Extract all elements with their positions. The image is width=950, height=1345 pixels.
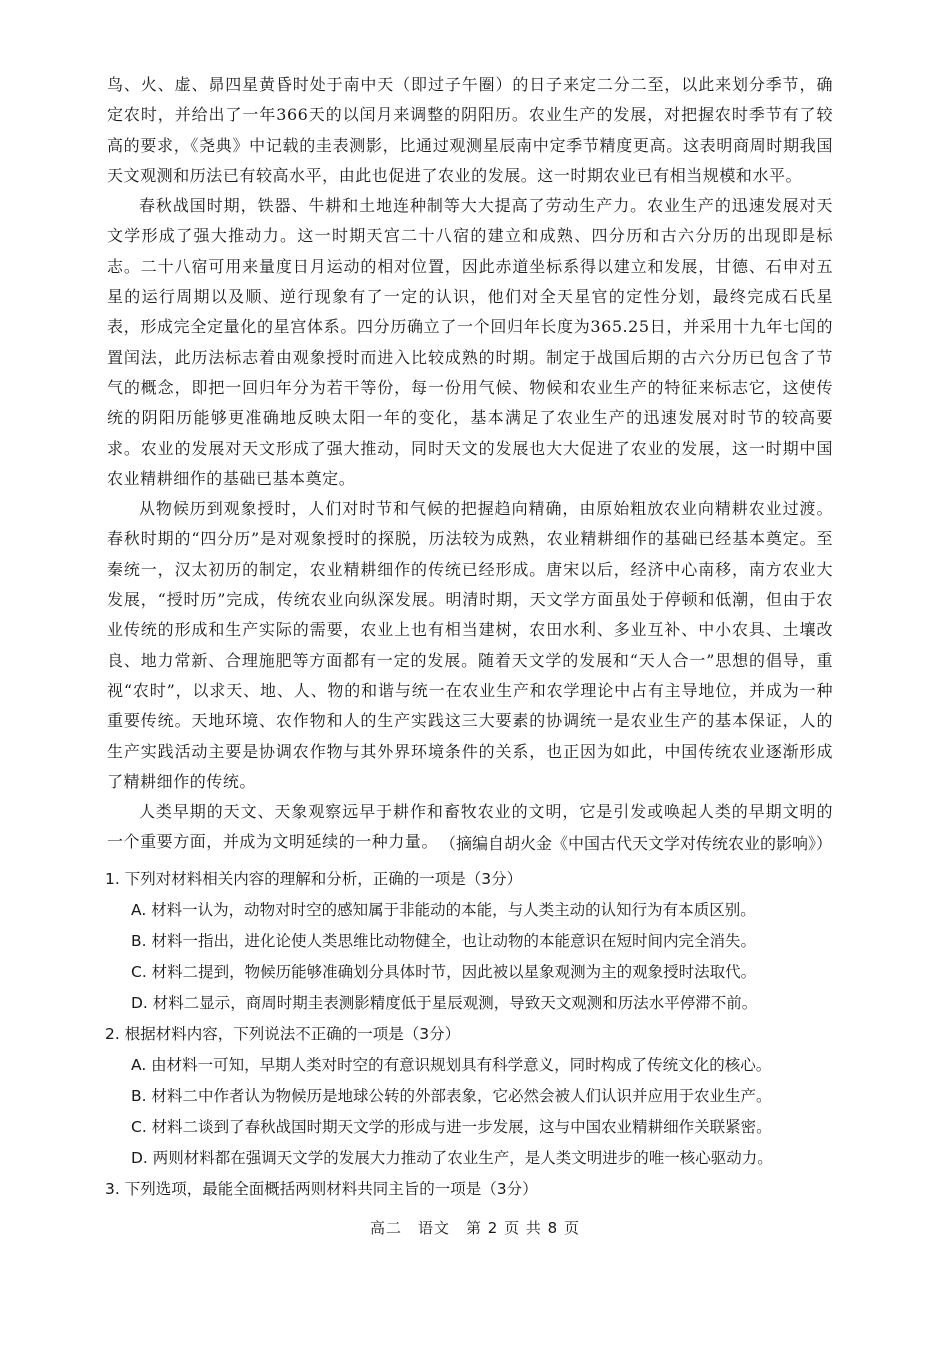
- option-a: A. 由材料一可知，早期人类对时空的有意识规划具有科学意义，同时构成了传统文化的核心。: [131, 1056, 772, 1074]
- option-d: D. 材料二显示，商周时期圭表测影精度低于星辰观测，导致天文观测和历法水平停滞不前。: [131, 994, 758, 1012]
- passage-paragraph: 春秋战国时期，铁器、牛耕和土地连种制等大大提高了劳动生产力。农业生产的迅速发展对天文学形成了强大推动力。这一时期天宫二十八宿的建立和成熟、四分历和古六分历的出现即是标志。二十八宿可用来量度日月运动的相对位置，因此赤道坐标系得以建立和发展，甘德、石申对五星的运行周期以及顺、逆行现象有了一定的认识，他们对全天星官的定性分划，最终完成石氏星表，形成完全定量化的星宫体系。四分历确立了一个回归年长度为365.25日，并采用十九年七闰的置闰法，此历法标志着由观象授时而进入比较成熟的时期。制定于战国后期的古六分历已包含了节气的概念，即把一回归年分为若干等份，每一份用气候、物候和农业生产的特征来标志它，这使传统的阴阳历能够更准确地反映太阳一年的变化，基本满足了农业生产的迅速发展对时节的较高要求。农业的发展对天文形成了强大推动，同时天文的发展也大大促进了农业的发展，这一时期中国农业精耕细作的基础已基本奠定。: [107, 196, 833, 488]
- question-stem: 3. 下列选项，最能全面概括两则材料共同主旨的一项是（3分）: [105, 1180, 538, 1198]
- question-stem: 2. 根据材料内容，下列说法不正确的一项是（3分）: [105, 1025, 461, 1043]
- passage-source: （摘编自胡火金《中国古代天文学对传统农业的影响》）: [440, 834, 833, 853]
- option-a: A. 材料一认为，动物对时空的感知属于非能动的本能，与人类主动的认知行为有本质区别。: [131, 901, 756, 919]
- option-b: B. 材料一指出，进化论使人类思维比动物健全，也让动物的本能意识在短时间内完全消失。: [131, 932, 756, 950]
- option-d: D. 两则材料都在强调天文学的发展大力推动了农业生产，是人类文明进步的唯一核心驱动力。: [131, 1149, 773, 1167]
- option-c: C. 材料二提到，物候历能够准确划分具体时节，因此被以星象观测为主的观象授时法取代。: [131, 963, 757, 981]
- question-3: [105, 1174, 845, 1205]
- passage-paragraph: 从物候历到观象授时，人们对时节和气候的把握趋向精确，由原始粗放农业向精耕农业过渡。春秋时期的“四分历”是对观象授时的探脱，历法较为成熟，农业精耕细作的基础已经基本奠定。至秦统一，汉太初历的制定，农业精耕细作的传统已经形成。唐宋以后，经济中心南移，南方农业大发展，“授时历”完成，传统农业向纵深发展。明清时期，天文学方面虽处于停顿和低潮，但由于农业传统的形成和生产实际的需要，农业上也有相当建树，农田水利、多业互补、中小农具、土壤改良、地力常新、合理施肥等方面都有一定的发展。随着天文学的发展和“天人合一”思想的倡导，重视“农时”，以求天、地、人、物的和谐与统一在农业生产和农学理论中占有主导地位，并成为一种重要传统。天地环境、农作物和人的生产实践这三大要素的协调统一是农业生产的基本保证，人的生产实践活动主要是协调农作物与其外界环境条件的关系，也正因为如此，中国传统农业逐渐形成了精耕细作的传统。: [107, 499, 833, 791]
- question-list: [105, 864, 845, 1205]
- passage-paragraph: 人类早期的天文、天象观察远早于耕作和畜牧农业的文明，它是引发或唤起人类的早期文明的一个重要方面，并成为文明延续的一种力量。: [107, 802, 833, 852]
- reading-passage: [107, 70, 833, 858]
- question-2: [105, 1019, 845, 1174]
- option-c: C. 材料二谈到了春秋战国时期天文学的形成与进一步发展，这与中国农业精耕细作关联紧密。: [131, 1118, 772, 1136]
- question-stem: 1. 下列对材料相关内容的理解和分析，正确的一项是（3分）: [105, 870, 523, 888]
- option-b: B. 材料二中作者认为物候历是地球公转的外部表象，它必然会被人们认识并应用于农业生产。: [131, 1087, 772, 1105]
- question-1: [105, 864, 845, 1019]
- page-footer: 高二 语文 第 2 页 共 8 页: [370, 1219, 580, 1237]
- passage-paragraph: 鸟、火、虚、昴四星黄昏时处于南中天（即过子午圈）的日子来定二分二至，以此来划分季节，确定农时，并给出了一年366天的以闰月来调整的阴阳历。农业生产的发展，对把握农时季节有了较高的要求，《尧典》中记载的圭表测影，比通过观测星辰南中定季节精度更高。这表明商周时期我国天文观测和历法已有较高水平，由此也促进了农业的发展。这一时期农业已有相当规模和水平。: [107, 75, 833, 185]
